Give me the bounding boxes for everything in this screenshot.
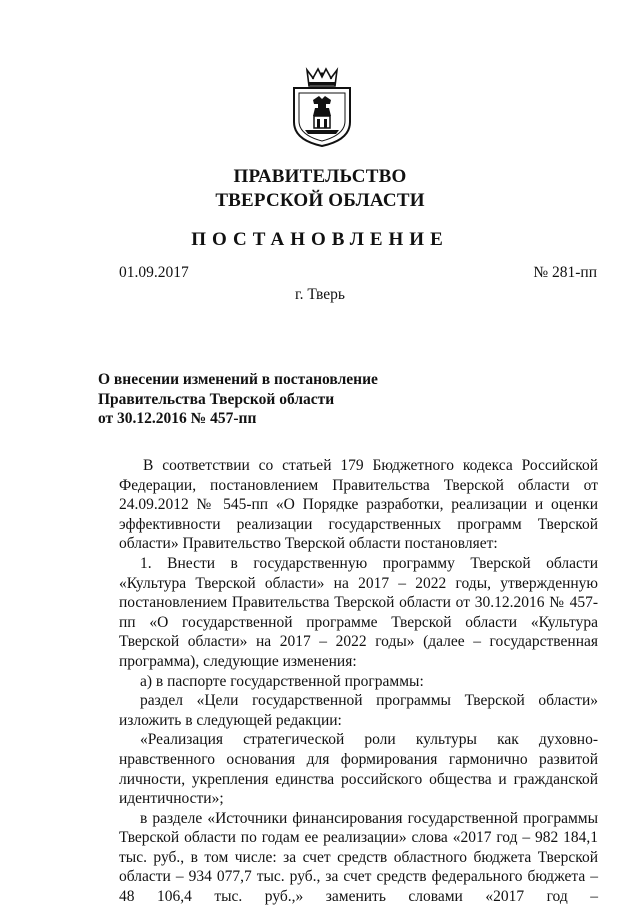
document-date: 01.09.2017 <box>119 264 189 281</box>
subject-line1: О внесении изменений в постановление <box>98 371 378 388</box>
coat-of-arms-icon <box>291 66 353 148</box>
document-body <box>119 456 598 907</box>
body-paragraph-passport: а) в паспорте государственной программы: <box>140 672 424 690</box>
document-subject <box>98 370 418 429</box>
body-paragraph-goals-section: раздел «Цели государственной программы Тверской области» изложить в следующей редакции: <box>119 692 598 729</box>
body-paragraph-funding-section: в разделе «Источники финансирования государственной программы Тверской области по годам ее реализации» слова «2017 год – 982 184,1 тыс. руб., в том числе: за счет средств областного бюджета Тверской области – 934 077,7 тыс. руб., за счет средств федерального бюджета – 48 106,4 тыс. руб.,» заменить словами «2017 год – <box>119 809 598 906</box>
document-type: ПОСТАНОВЛЕНИЕ <box>191 229 449 250</box>
government-title-line1: ПРАВИТЕЛЬСТВО <box>233 166 407 187</box>
document-number: № 281-пп <box>533 264 597 281</box>
government-title-line2: ТВЕРСКОЙ ОБЛАСТИ <box>215 190 425 211</box>
subject-line3: от 30.12.2016 № 457-пп <box>98 410 257 427</box>
subject-line2: Правительства Тверской области <box>98 390 335 408</box>
body-paragraph-goals-text: «Реализация стратегической роли культуры как духовно-нравственного основания для формирования гармонично развитой личности, укрепления единства российского общества и гражданской идентичности»; <box>119 731 598 808</box>
body-paragraph-preamble: В соответствии со статьей 179 Бюджетного кодекса Российской Федерации, постановлением Правительства Тверской области от 24.09.2012 № 545-пп «О Порядке разработки, реализации и оценки эффективности реализации государственных программ Тверской области» Правительство Тверской области постановляет: <box>119 457 598 553</box>
document-city: г. Тверь <box>295 286 345 303</box>
body-paragraph-item-1: 1. Внести в государственную программу Тверской области «Культура Тверской области» на 2017 – 2022 годы, утвержденную постановлением Правительства Тверской области от 30.12.2016 № 457-пп «О государственной программе Тверской области «Культура Тверской области» на 2017 – 2022 годы» (далее – государственная программа), следующие изменения: <box>119 554 598 670</box>
